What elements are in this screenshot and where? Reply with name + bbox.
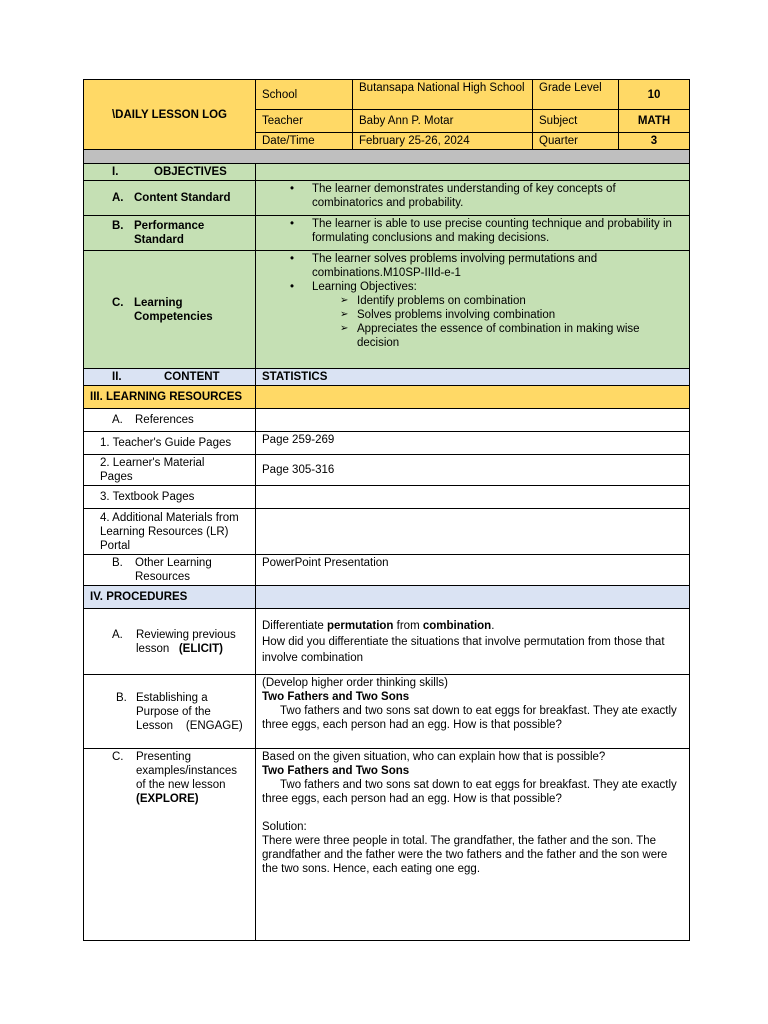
learners-material-value: Page 305-316 xyxy=(256,455,690,486)
engage-label: B. Establishing a Purpose of the Lesson (ENGAGE) xyxy=(84,675,256,749)
school-label: School xyxy=(256,80,353,110)
daily-lesson-log xyxy=(83,79,689,941)
resources-empty xyxy=(256,386,690,409)
elicit-label: A. Reviewing previous lesson (ELICIT) xyxy=(84,609,256,675)
quarter-value: 3 xyxy=(619,133,690,150)
content-title: CONTENT xyxy=(164,371,220,383)
content-value: STATISTICS xyxy=(256,369,690,386)
teacher-label: Teacher xyxy=(256,110,353,133)
objectives-heading xyxy=(84,164,256,181)
subject-label: Subject xyxy=(533,110,619,133)
grade-value: 10 xyxy=(619,80,690,110)
performance-standard-text: • The learner is able to use precise counting technique and probability in formulating conclusions and making decisions. xyxy=(256,216,690,251)
content-num: II. xyxy=(112,371,122,383)
subject-value: MATH xyxy=(619,110,690,133)
procedures-heading: IV. PROCEDURES xyxy=(84,586,256,609)
learning-competencies-label: C. Learning Competencies xyxy=(84,251,256,369)
elicit-content: Differentiate permutation from combination. How did you differentiate the situations that involve permutation from those that involve combination xyxy=(256,609,690,675)
textbook-pages-value xyxy=(256,486,690,509)
teachers-guide-label: 1. Teacher's Guide Pages xyxy=(84,432,256,455)
date-value: February 25-26, 2024 xyxy=(353,133,533,150)
grade-label: Grade Level xyxy=(533,80,619,110)
objectives-num: I. xyxy=(112,166,119,178)
additional-materials-label: 4. Additional Materials from Learning Resources (LR) Portal xyxy=(84,509,256,555)
explore-label: C. Presenting examples/instances of the new lesson (EXPLORE) xyxy=(84,749,256,941)
teacher-value: Baby Ann P. Motar xyxy=(353,110,533,133)
teachers-guide-value: Page 259-269 xyxy=(256,432,690,455)
objective-item: ➢ Appreciates the essence of combination in making wise decision xyxy=(357,322,683,350)
performance-standard-label: B. Performance Standard xyxy=(84,216,256,251)
quarter-label: Quarter xyxy=(533,133,619,150)
lesson-log-table xyxy=(83,79,690,941)
objective-item: ➢ Solves problems involving combination xyxy=(357,308,683,322)
other-resources-value: PowerPoint Presentation xyxy=(256,555,690,586)
date-label: Date/Time xyxy=(256,133,353,150)
references-value xyxy=(256,409,690,432)
additional-materials-value xyxy=(256,509,690,555)
learning-competencies-text: • The learner solves problems involving permutations and combinations.M10SP-IIId-e-1 • Learning Objectives: ➢ Identify problems on combination ➢ Solves problems involving combination ➢ Appreciates the essence of combination in making wise decision xyxy=(256,251,690,369)
content-standard-text: • The learner demonstrates understanding of key concepts of combinatorics and probability. xyxy=(256,181,690,216)
log-title: \DAILY LESSON LOG xyxy=(84,80,256,150)
resources-heading: III. LEARNING RESOURCES xyxy=(84,386,256,409)
objectives-title: OBJECTIVES xyxy=(154,166,227,178)
content-heading xyxy=(84,369,256,386)
separator-bar xyxy=(84,150,690,164)
engage-content: (Develop higher order thinking skills) Two Fathers and Two Sons Two fathers and two sons sat down to eat eggs for breakfast. They ate exactly three eggs, each person had an egg. How is that possible? xyxy=(256,675,690,749)
objectives-empty xyxy=(256,164,690,181)
other-resources-label: B. Other Learning Resources xyxy=(84,555,256,586)
learners-material-label: 2. Learner's Material Pages xyxy=(84,455,256,486)
references-label: A. References xyxy=(84,409,256,432)
school-value: Butansapa National High School xyxy=(353,80,533,110)
textbook-pages-label: 3. Textbook Pages xyxy=(84,486,256,509)
objective-item: ➢ Identify problems on combination xyxy=(357,294,683,308)
explore-content: Based on the given situation, who can explain how that is possible? Two Fathers and Two Sons Two fathers and two sons sat down to eat eggs for breakfast. They ate exactly three eggs, each person had an egg. How is that possible? Solution: There were three people in total. The grandfather, the father and the son. The grandfather and the father were the two fathers and the father and the son were the two sons. Hence, each eating one egg. xyxy=(256,749,690,941)
content-standard-label: A. Content Standard xyxy=(84,181,256,216)
procedures-empty xyxy=(256,586,690,609)
